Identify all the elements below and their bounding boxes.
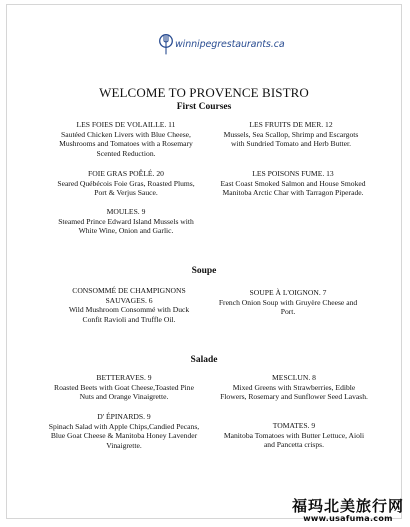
section-title-soupe: Soupe	[191, 266, 217, 276]
item-description: French Onion Soup with Gruyère Cheese and Port.	[218, 297, 358, 317]
item-name: SOUPE À L'OIGNON. 7	[249, 288, 327, 297]
watermark	[292, 498, 404, 523]
item-description: Sautéed Chicken Livers with Blue Cheese, Mushrooms and Tomatoes with a Rosemary Scented Reduction.	[59, 129, 193, 158]
item-description: Roasted Beets with Goat Cheese,Toasted Pine Nuts and Orange Vinaigrette.	[54, 382, 194, 402]
list-item	[51, 169, 201, 198]
item-name: LES FOIES DE VOLAILLE. 11	[76, 120, 176, 129]
item-description: Manitoba Tomatoes with Butter Lettuce, Aioli and Pancetta crisps.	[223, 430, 365, 450]
list-item	[51, 207, 201, 236]
item-name: D' ÉPINARDS. 9	[97, 412, 151, 421]
item-name: LES POISONS FUME. 13	[252, 169, 334, 178]
item-description: Steamed Prince Edward Island Mussels with White Wine, Onion and Garlic.	[58, 216, 194, 236]
item-name: BETTERAVES. 9	[96, 373, 152, 382]
item-name: LES FRUITS DE MER. 12	[249, 120, 333, 129]
fork-icon	[159, 32, 173, 56]
section-title-salade: Salade	[190, 355, 218, 365]
section-title-first-courses: First Courses	[176, 102, 232, 112]
list-item	[51, 120, 201, 158]
item-description: East Coast Smoked Salmon and House Smoked Manitoba Arctic Char with Tarragon Piperade.	[220, 178, 366, 198]
page-title: WELCOME TO PROVENCE BISTRO	[99, 85, 309, 100]
menu-page	[6, 4, 402, 519]
item-name: FOIE GRAS POÊLÉ. 20	[88, 169, 164, 178]
item-description: Seared Québécois Foie Gras, Roasted Plums, Port & Verjus Sauce.	[57, 178, 195, 198]
site-logo[interactable]	[159, 33, 285, 55]
list-item	[219, 373, 369, 402]
list-item	[221, 120, 361, 149]
item-name: MESCLUN. 8	[272, 373, 316, 382]
item-description: Mussels, Sea Scallop, Shrimp and Escargots with Sundried Tomato and Herb Butter.	[223, 129, 359, 149]
item-description: Wild Mushroom Consommé with Duck Confit Ravioli and Truffle Oil.	[68, 305, 190, 324]
item-description: Mixed Greens with Strawberries, Edible Flowers, Rosemary and Sunflower Seed Lavash.	[220, 382, 368, 402]
list-item	[47, 412, 201, 450]
list-item	[215, 169, 371, 198]
list-item	[59, 286, 199, 324]
list-item	[213, 288, 363, 317]
watermark-url: www.usafuma.com	[303, 514, 393, 523]
item-name: MOULES. 9	[106, 207, 146, 216]
item-description: Spinach Salad with Apple Chips,Candied Pecans, Blue Goat Cheese & Manitoba Honey Lavender Vinaigrette.	[48, 421, 200, 450]
list-item	[219, 421, 369, 450]
item-name: TOMATES. 9	[272, 421, 316, 430]
watermark-text: 福玛北美旅行网	[291, 497, 404, 515]
logo-text: winnipegrestaurants.ca	[175, 38, 285, 50]
item-name: CONSOMMÉ DE CHAMPIGNONS SAUVAGES. 6	[72, 286, 186, 305]
list-item	[49, 373, 199, 402]
